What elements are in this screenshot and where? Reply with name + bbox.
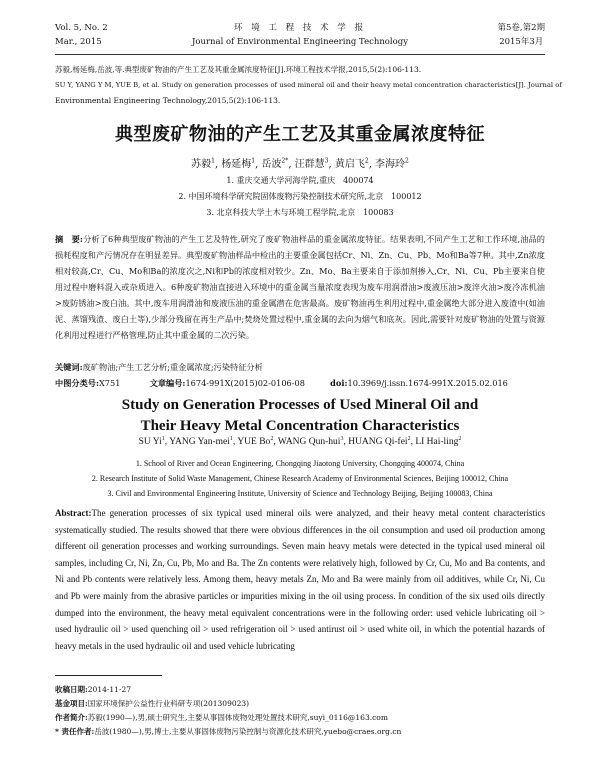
author: 李海玲$^2$ [375, 157, 409, 170]
keywords-label: 关键词: [55, 362, 83, 372]
clc-label: 中图分类号: [55, 378, 99, 388]
english-title-line1: Study on Generation Processes of Used Mineral Oil and [121, 397, 479, 413]
footnote-author-bio: 作者简介:苏毅(1990—),男,硕士研究生,主要从事固体废物处理处置技术研究,suyi_0116@163.com [55, 713, 388, 722]
footnote-corresponding-author: * 责任作者:岳波(1980—),男,博士,主要从事固体废物污染控制与资源化技术研究,yuebo@craes.org.cn [55, 727, 402, 736]
volume-number-cn: 第5卷,第2期 [497, 23, 545, 33]
authors-cn: 苏毅$^1$, 杨延梅$^1$, 岳波$^{2*}$, 汪群慧$^3$, 黄启飞$^2$, 李海玲$^2$ [191, 157, 409, 170]
affiliations-cn [0, 173, 600, 221]
author: LI Hai-ling$^2$ [415, 436, 462, 448]
affiliation: 3. 北京科技大学土木与环境工程学院,北京 100083 [206, 208, 394, 217]
article-number: 1674-991X(2015)02-0106-08 [185, 378, 305, 388]
issue-date: Mar., 2015 [55, 37, 102, 47]
issue-date-cn: 2015年3月 [499, 37, 544, 47]
author: HUANG Qi-fei$^2$ [348, 436, 411, 448]
author: YANG Yan-mei$^1$ [169, 436, 233, 448]
doi-label: doi: [330, 378, 348, 388]
volume-info [55, 21, 108, 49]
citation-en-line2: Environmental Engineering Technology,2015,5(2):106-113. [55, 96, 281, 105]
header-rule [55, 54, 545, 55]
abstract-cn [55, 231, 545, 343]
english-title [0, 395, 600, 437]
citation-cn: 苏毅,杨延梅,岳波,等.典型废矿物油的产生工艺及其重金属浓度特征[J].环境工程技术学报,2015,5(2):106-113. [55, 65, 422, 74]
abstract-en [55, 505, 545, 671]
journal-name-cn: 环 境 工 程 技 术 学 报 [234, 23, 366, 33]
footnotes [55, 683, 545, 739]
citation-en-line1: SU Y, YANG Y M, YUE B, et al. Study on generation processes of used mineral oil and their heavy metal concentration characteristics[J]. Journal of [55, 80, 562, 89]
footnote-funding: 基金项目:国家环境保护公益性行业科研专项(201309023) [55, 699, 250, 708]
doi: 10.3969/j.issn.1674-991X.2015.02.016 [347, 378, 508, 388]
keywords-cn [55, 359, 545, 375]
author: YUE Bo$^2$ [237, 436, 274, 448]
journal-name [150, 21, 450, 49]
citation [55, 62, 562, 109]
author: WANG Qun-hui$^3$ [277, 436, 344, 448]
affiliation: 1. 重庆交通大学河海学院,重庆 400074 [226, 176, 374, 185]
footnote-rule [55, 675, 162, 676]
affiliations-en [0, 456, 600, 501]
volume-number: Vol. 5, No. 2 [55, 23, 108, 33]
page-title: 典型废矿物油的产生工艺及其重金属浓度特征 [115, 124, 485, 145]
clc-value: X751 [98, 378, 121, 388]
author: 汪群慧$^3$ [294, 157, 329, 170]
classification-line [55, 375, 545, 391]
affiliation: 2. 中国环境科学研究院固体废物污染控制技术研究所,北京 100012 [178, 192, 422, 201]
author: 苏毅$^1$ [191, 157, 215, 170]
author: 岳波$^{2*}$ [261, 157, 289, 170]
affiliation: 3. Civil and Environmental Engineering Institute, University of Science and Technology Beijing, Beijing 100083, China [107, 489, 493, 498]
article-number-label: 文章编号: [149, 378, 186, 388]
affiliation: 1. School of River and Ocean Engineering, Chongqing Jiaotong University, Chongqing 400074, China [135, 459, 465, 468]
abstract-label: Abstract: [55, 508, 92, 518]
author: SU Yi$^1$ [138, 436, 165, 448]
keywords-text: 废矿物油;产生工艺分析;重金属浓度;污染特征分析 [82, 362, 263, 372]
footnote-received: 收稿日期:2014-11-27 [55, 685, 132, 694]
abstract-text: 分析了6种典型废矿物油的产生工艺及特性,研究了废矿物油样品的重金属浓度特征。结果表明,不同产生工艺和工作环境,油品的损耗程度和产污情况存在明显差异。典型废矿物油样品中检出的主要重金属包括Cr、Ni、Zn、Cu、Pb、Mo和Ba等7种。其中,Zn浓度相对较高,Cr、Cu、Mo和Ba的浓度次之,Ni和Pb的浓度相对较少。Zn、Mo、Ba主要来自于添加剂掺入,Cr、Ni、Cu、Pb主要来自使用过程中磨料混入或杂质进入。6种废矿物油直接进入环境中的重金属当量浓度表现为废车用润滑油>废液压油>废淬火油>废冷冻机油>废防锈油>废白油。其中,废车用润滑油和废液压油的重金属潜在危害最高。废矿物油再生利用过程中,重金属绝大部分进入废渣中(如油泥、蒸馏残渣、废白土等),少部分残留在再生产品中;焚烧处置过程中,重金属的去向为烟气和底灰。因此,需要针对废矿物油的处置与资源化利用过程进行严格管理,防止其中重金属的二次污染。 [55, 234, 545, 340]
abstract-label: 摘 要: [55, 234, 83, 244]
authors-en: SU Yi$^1$, YANG Yan-mei$^1$, YUE Bo$^2$, WANG Qun-hui$^3$, HUANG Qi-fei$^2$, LI Hai-ling$^2$ [138, 436, 462, 448]
volume-info-cn [497, 21, 545, 49]
author: 杨延梅$^1$ [221, 157, 256, 170]
abstract-text: The generation processes of six typical used mineral oils were analyzed, and their heavy metal content characteristics systematically studied. The results showed that there were obvious differences in the oil consumption and used oil production among different oil generation processes and working surroundings. Seven main heavy metals were detected in the typical used mineral oil samples, including Cr, Ni, Zn, Cu, Pb, Mo and Ba. The Zn contents were relatively high, followed by Cr, Cu, Mo and Ba contents, and Ni and Pb contents were relatively less. Among them, heavy metals Zn, Mo and Ba were mainly from oil additives, while Cr, Ni, Cu and Pb were mainly from the abrasive particles or impurities mixing in the oil using process. In condition of the six used oils directly dumped into the environment, the heavy metal equivalent concentrations were in the following order: used vehicle lubricating oil > used hydraulic oil > used quenching oil > used refrigeration oil > used antirust oil > used white oil, in which the potential hazards of heavy metals in the used hydraulic oil and used vehicle lubricating [55, 508, 545, 651]
affiliation: 2. Research Institute of Solid Waste Management, Chinese Research Academy of Environmental Sciences, Beijing 100012, China [91, 474, 509, 483]
author: 黄启飞$^2$ [334, 157, 369, 170]
english-title-line2: Their Heavy Metal Concentration Characteristics [140, 418, 460, 434]
journal-name-en: Journal of Environmental Engineering Technology [191, 37, 409, 47]
